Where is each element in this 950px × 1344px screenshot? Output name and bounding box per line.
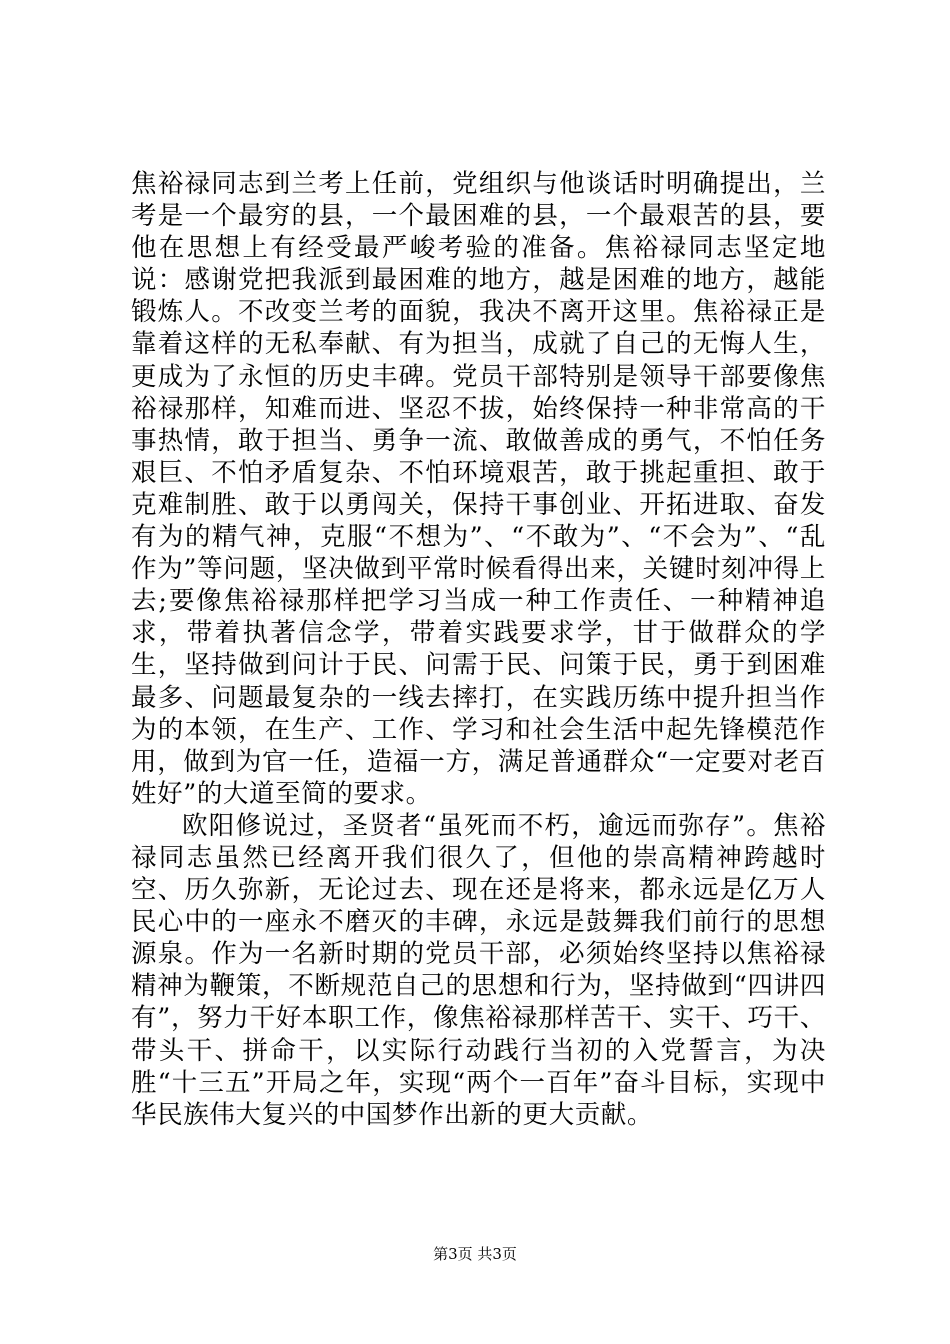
page-footer: 第3页 共3页 [433, 1245, 517, 1263]
document-body [131, 168, 826, 1131]
paragraph-2: 欧阳修说过，圣贤者“虽死而不朽，逾远而弥存”。焦裕禄同志虽然已经离开我们很久了，但他的崇高精神跨越时空、历久弥新，无论过去、现在还是将来，都永远是亿万人民心中的一座永不磨灭的丰碑，永远是鼓舞我们前行的思想源泉。作为一名新时期的党员干部，必须始终坚持以焦裕禄精神为鞭策，不断规范自己的思想和行为，坚持做到“四讲四有”，努力干好本职工作，像焦裕禄那样苦干、实干、巧干、带头干、拼命干，以实际行动践行当初的入党誓言，为决胜“十三五”开局之年，实现“两个一百年”奋斗目标，实现中华民族伟大复兴的中国梦作出新的更大贡献。 [131, 810, 826, 1130]
paragraph-1: 焦裕禄同志到兰考上任前，党组织与他谈话时明确提出，兰考是一个最穷的县，一个最困难的县，一个最艰苦的县，要他在思想上有经受最严峻考验的准备。焦裕禄同志坚定地说：感谢党把我派到最困难的地方，越是困难的地方，越能锻炼人。不改变兰考的面貌，我决不离开这里。焦裕禄正是靠着这样的无私奉献、有为担当，成就了自己的无悔人生，更成为了永恒的历史丰碑。党员干部特别是领导干部要像焦裕禄那样，知难而进、坚忍不拔，始终保持一种非常高的干事热情，敢于担当、勇争一流、敢做善成的勇气，不怕任务艰巨、不怕矛盾复杂、不怕环境艰苦，敢于挑起重担、敢于克难制胜、敢于以勇闯关，保持干事创业、开拓进取、奋发有为的精气神，克服“不想为”、“不敢为”、“不会为”、“乱作为”等问题，坚决做到平常时候看得出来，关键时刻冲得上去;要像焦裕禄那样把学习当成一种工作责任、一种精神追求，带着执著信念学，带着实践要求学，甘于做群众的学生，坚持做到问计于民、问需于民、问策于民，勇于到困难最多、问题最复杂的一线去摔打，在实践历练中提升担当作为的本领，在生产、工作、学习和社会生活中起先锋模范作用，做到为官一任，造福一方，满足普通群众“一定要对老百姓好”的大道至简的要求。 [131, 169, 826, 809]
